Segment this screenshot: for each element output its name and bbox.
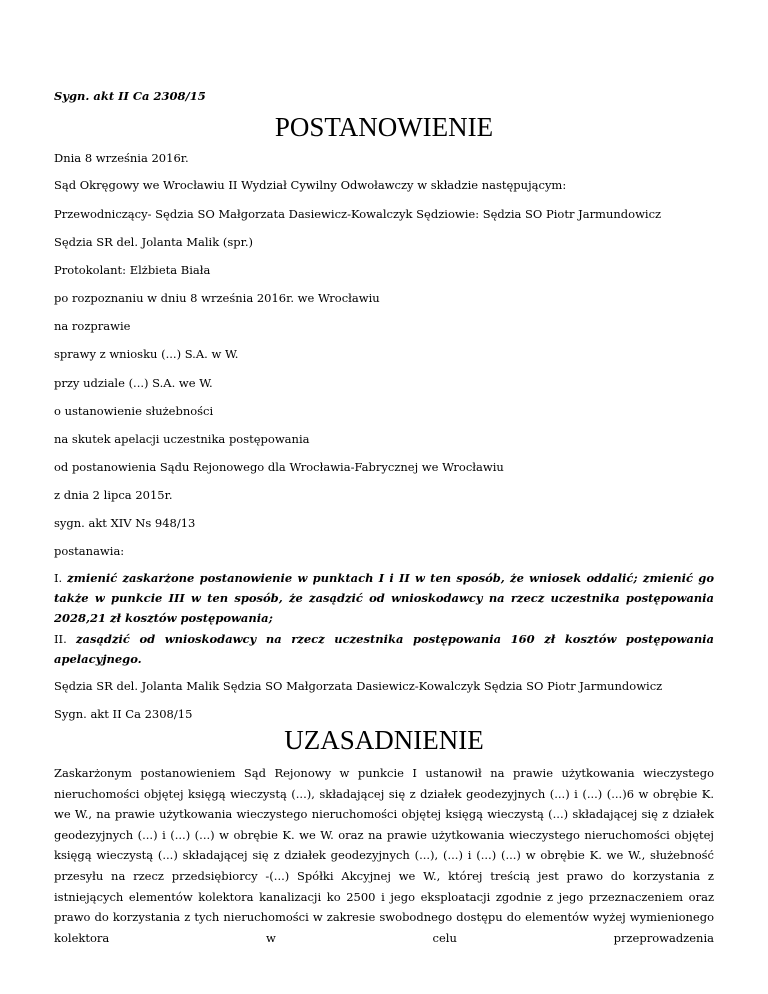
decision-item-2-text: zasądzić od wnioskodawcy na rzecz uczestnika postępowania 160 zł kosztów postępowania apelacyjnego. [54,632,714,666]
participant-line: przy udziale (...) S.A. we W. [54,376,213,390]
page-title: POSTANOWIENIE [274,112,494,142]
lower-court-line: od postanowienia Sądu Rejonowego dla Wrocławia-Fabrycznej we Wrocławiu [54,460,504,474]
justification-title: UZASADNIENIE [284,725,484,755]
hearing-type-line: na rozprawie [54,319,131,333]
justification-text: Zaskarżonym postanowieniem Sąd Rejonowy w punkcie I ustanowił na prawie użytkowania wieczystego nieruchomości objętej księgą wieczystą (...), składającej się z działek geodezyjnych (...) i (...) (...)6 w obrębie K. we W., na prawie użytkowania wieczystego nieruchomości objętej księgą wieczystą (...) składającej się z działek geodezyjnych (...) i (...) (...) w obrębie K. we W. oraz na prawie użytkowania wieczystego nieruchomości objętej księgą wieczystą (...) składającej się z działek geodezyjnych (...), (...) i (...) (...) w obrębie K. we W., służebność przesyłu na rzecz przedsiębiorcy -(...) Spółki Akcyjnej we W., której treścią jest prawo do korzystania z istniejących elementów kolektora kanalizacji ko 2500 i jego eksploatacji zgodnie z jego przeznaczeniem oraz prawo do korzystania z tych nieruchomości w zakresie swobodnego dostępu do elementów wyżej wymienionego kolektora w celu przeprowadzenia [54,766,714,945]
judge-line: Sędzia SR del. Jolanta Malik (spr.) [54,235,253,249]
clerk-line: Protokolant: Elżbieta Biała [54,263,211,277]
signatures-line: Sędzia SR del. Jolanta Malik Sędzia SO Małgorzata Dasiewicz-Kowalczyk Sędzia SO Piotr Jarmundowicz [54,679,663,693]
court-line: Sąd Okręgowy we Wrocławiu II Wydział Cywilny Odwoławczy w składzie następującym: [54,178,567,192]
decision-item-1-text: zmienić zaskarżone postanowienie w punktach I i II w ten sposób, że wniosek oddalić; zmienić go także w punkcie III w ten sposób, że zasądzić od wnioskodawcy na rzecz uczestnika postępowania 2028,21 zł kosztów postępowania; [54,571,714,625]
case-signature: Sygn. akt II Ca 2308/15 [54,89,206,103]
decides-line: postanawia: [54,544,125,558]
decision-item-1 [54,568,714,628]
ruling-date-line: z dnia 2 lipca 2015r. [54,488,173,502]
subject-line: o ustanowienie służebności [54,404,214,418]
appeal-line: na skutek apelacji uczestnika postępowania [54,432,310,446]
case-signature-bottom: Sygn. akt II Ca 2308/15 [54,707,193,721]
presiding-judge-line: Przewodniczący- Sędzia SO Małgorzata Dasiewicz-Kowalczyk Sędziowie: Sędzia SO Piotr Jarmundowicz [54,207,662,221]
applicant-line: sprawy z wniosku (...) S.A. w W. [54,347,239,361]
decision-item-2-number: II. [54,632,67,646]
decision-item-2 [54,629,714,669]
decision-item-1-number: I. [54,571,63,585]
hearing-date-line: po rozpoznaniu w dniu 8 września 2016r. we Wrocławiu [54,291,380,305]
lower-court-signature-line: sygn. akt XIV Ns 948/13 [54,516,196,530]
date-line: Dnia 8 września 2016r. [54,151,189,165]
